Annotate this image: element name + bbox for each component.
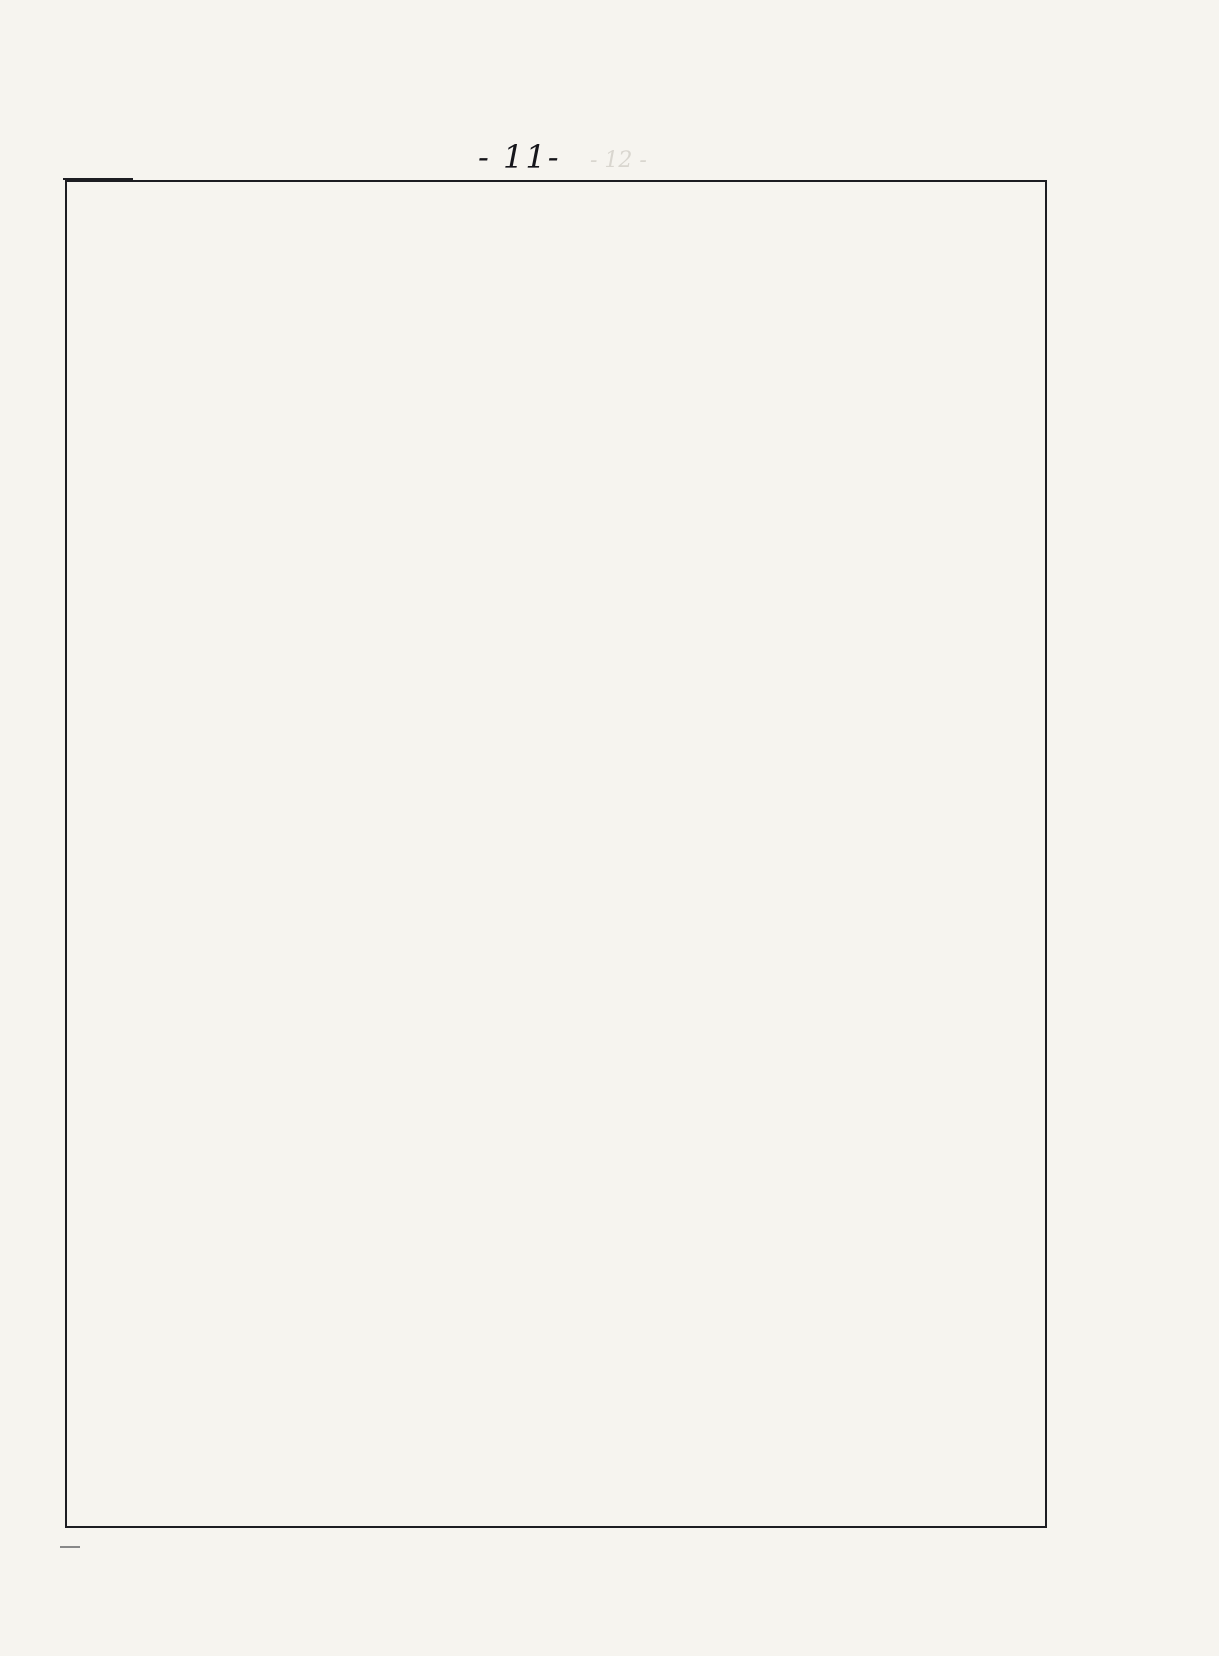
handwritten-text-frame bbox=[65, 180, 1047, 1528]
margin-mark bbox=[60, 1546, 80, 1548]
page-number: - 11- bbox=[478, 138, 561, 176]
bleed-through-page-number: - 12 - bbox=[590, 148, 647, 173]
